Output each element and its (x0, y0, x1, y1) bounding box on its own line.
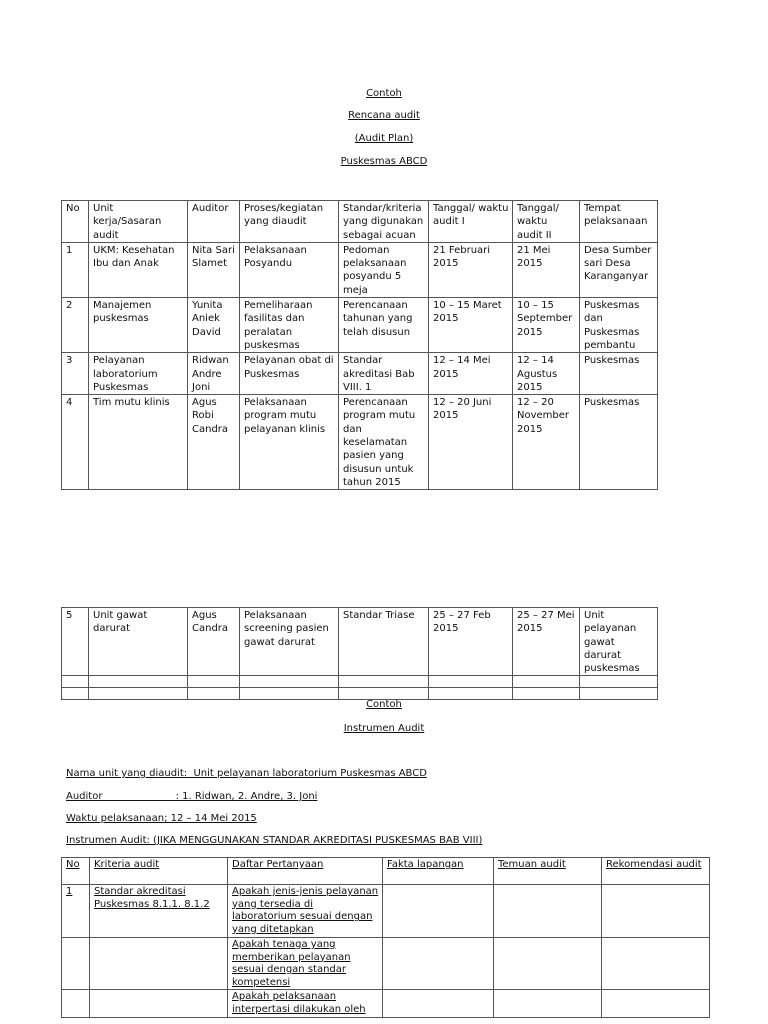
table-cell: Puskesmas dan Puskesmas pembantu (580, 298, 658, 353)
cell-text: Standar akreditasi Puskesmas 8.1.1. 8.1.2 (94, 886, 210, 910)
instrument-title: Instrumen Audit (343, 723, 425, 734)
table-cell (494, 885, 602, 938)
table-cell: Pelaksanaan Posyandu (240, 242, 339, 297)
table-cell: UKM: Kesehatan Ibu dan Anak (89, 242, 188, 297)
table-cell (383, 938, 494, 990)
table-cell (383, 885, 494, 938)
table-cell: 3 (62, 353, 89, 395)
audit-plan-table (61, 200, 658, 490)
col-header (602, 858, 710, 885)
col-header: No (62, 201, 89, 243)
col-header: Tanggal/ waktu audit I (429, 201, 513, 243)
table-cell: 10 – 15 Maret 2015 (429, 298, 513, 353)
table-cell (513, 676, 580, 688)
table-cell (602, 885, 710, 938)
col-header (90, 858, 228, 885)
table-cell: 12 – 14 Mei 2015 (429, 353, 513, 395)
col-header (383, 858, 494, 885)
table-cell: Manajemen puskesmas (89, 298, 188, 353)
table-cell: 21 Mei 2015 (513, 242, 580, 297)
col-header: Auditor (188, 201, 240, 243)
table-row (62, 608, 658, 676)
doc-title-contoh: Contoh (366, 88, 402, 99)
table-cell: Pelayanan obat di Puskesmas (240, 353, 339, 395)
table-cell: Ridwan Andre Joni (188, 353, 240, 395)
table-cell (62, 676, 89, 688)
table-cell: Pelaksanaan screening pasien gawat darurat (240, 608, 339, 676)
table-cell (602, 990, 710, 1018)
col-header: Standar/kriteria yang digunakan sebagai acuan (339, 201, 429, 243)
table-header-row (62, 858, 710, 885)
table-cell (228, 885, 383, 938)
doc-title-audit-plan: (Audit Plan) (354, 133, 414, 144)
table-cell (62, 938, 90, 990)
table-cell (580, 676, 658, 688)
table-cell (62, 990, 90, 1018)
table-cell (89, 676, 188, 688)
table-row (62, 938, 710, 990)
table-cell: 25 – 27 Feb 2015 (429, 608, 513, 676)
table-cell (90, 885, 228, 938)
col-header-text: Temuan audit (498, 859, 566, 870)
table-cell (339, 676, 429, 688)
table-cell: Unit pelayanan gawat darurat puskesmas (580, 608, 658, 676)
unit-audited-line: Nama unit yang diaudit: Unit pelayanan laboratorium Puskesmas ABCD (66, 768, 427, 779)
audit-instrument-table (61, 857, 710, 1018)
table-cell (602, 938, 710, 990)
table-cell: 10 – 15 September 2015 (513, 298, 580, 353)
table-row (62, 885, 710, 938)
col-header: Tanggal/ waktu audit II (513, 201, 580, 243)
table-row (62, 990, 710, 1018)
table-cell: Perencanaan tahunan yang telah disusun (339, 298, 429, 353)
col-header (494, 858, 602, 885)
table-cell: Puskesmas (580, 395, 658, 490)
table-cell: Perencanaan program mutu dan keselamatan pasien yang disusun untuk tahun 2015 (339, 395, 429, 490)
table-cell (62, 885, 90, 938)
col-header: Unit kerja/Sasaran audit (89, 201, 188, 243)
table-cell (228, 938, 383, 990)
table-cell: 4 (62, 395, 89, 490)
table-row (62, 298, 658, 353)
table-cell (228, 990, 383, 1018)
table-row (62, 353, 658, 395)
table-cell: Pemeliharaan fasilitas dan peralatan puskesmas (240, 298, 339, 353)
table-cell: Yunita Aniek David (188, 298, 240, 353)
table-cell: 25 – 27 Mei 2015 (513, 608, 580, 676)
instrumen-line: Instrumen Audit: (JIKA MENGGUNAKAN STANDAR AKREDITASI PUSKESMAS BAB VIII) (66, 835, 483, 846)
col-header-text: Rekomendasi audit (606, 859, 702, 870)
table-row (62, 395, 658, 490)
instrument-title-contoh: Contoh (366, 699, 402, 710)
table-cell: 21 Februari 2015 (429, 242, 513, 297)
table-cell (90, 990, 228, 1018)
table-cell: 12 – 20 Juni 2015 (429, 395, 513, 490)
cell-text: 1 (66, 886, 73, 897)
col-header: Tempat pelaksanaan (580, 201, 658, 243)
table-cell: Standar Triase (339, 608, 429, 676)
table-cell: 2 (62, 298, 89, 353)
table-cell: Nita Sari Slamet (188, 242, 240, 297)
table-cell (494, 938, 602, 990)
table-cell (90, 938, 228, 990)
table-cell: Standar akreditasi Bab VIII. 1 (339, 353, 429, 395)
table-cell: Unit gawat darurat (89, 608, 188, 676)
table-cell: Tim mutu klinis (89, 395, 188, 490)
table-cell: 5 (62, 608, 89, 676)
table-row (62, 676, 658, 688)
table-cell: Pelaksanaan program mutu pelayanan klinis (240, 395, 339, 490)
doc-title-puskesmas: Puskesmas ABCD (340, 156, 428, 167)
audit-plan-table-continued (61, 607, 658, 700)
col-header-text: No (66, 859, 80, 870)
doc-title-rencana-audit: Rencana audit (348, 110, 420, 121)
table-cell (188, 676, 240, 688)
col-header (62, 858, 90, 885)
table-cell: Pelayanan laboratorium Puskesmas (89, 353, 188, 395)
cell-text: Apakah pelaksanaan interpertasi dilakukan oleh (232, 991, 366, 1015)
cell-text: Apakah tenaga yang memberikan pelayanan sesuai dengan standar kompetensi (232, 939, 351, 988)
table-cell (240, 676, 339, 688)
table-cell: 12 – 14 Agustus 2015 (513, 353, 580, 395)
auditor-line: Auditor : 1. Ridwan, 2. Andre, 3. Joni (66, 791, 318, 802)
table-cell (429, 676, 513, 688)
table-cell: Agus Candra (188, 608, 240, 676)
table-cell: Desa Sumber sari Desa Karanganyar (580, 242, 658, 297)
col-header: Proses/kegiatan yang diaudit (240, 201, 339, 243)
cell-text: Apakah jenis-jenis pelayanan yang tersedia di laboratorium sesuai dengan yang ditetapkan (232, 886, 379, 935)
table-cell (383, 990, 494, 1018)
waktu-line: Waktu pelaksanaan; 12 – 14 Mei 2015 (66, 813, 257, 824)
table-cell (494, 990, 602, 1018)
col-header-text: Daftar Pertanyaan (232, 859, 324, 870)
table-cell: Agus Robi Candra (188, 395, 240, 490)
table-cell: 12 – 20 November 2015 (513, 395, 580, 490)
col-header-text: Kriteria audit (94, 859, 160, 870)
col-header (228, 858, 383, 885)
table-header-row (62, 201, 658, 243)
table-cell: 1 (62, 242, 89, 297)
table-cell: Pedoman pelaksanaan posyandu 5 meja (339, 242, 429, 297)
col-header-text: Fakta lapangan (387, 859, 464, 870)
table-cell: Puskesmas (580, 353, 658, 395)
table-row (62, 242, 658, 297)
